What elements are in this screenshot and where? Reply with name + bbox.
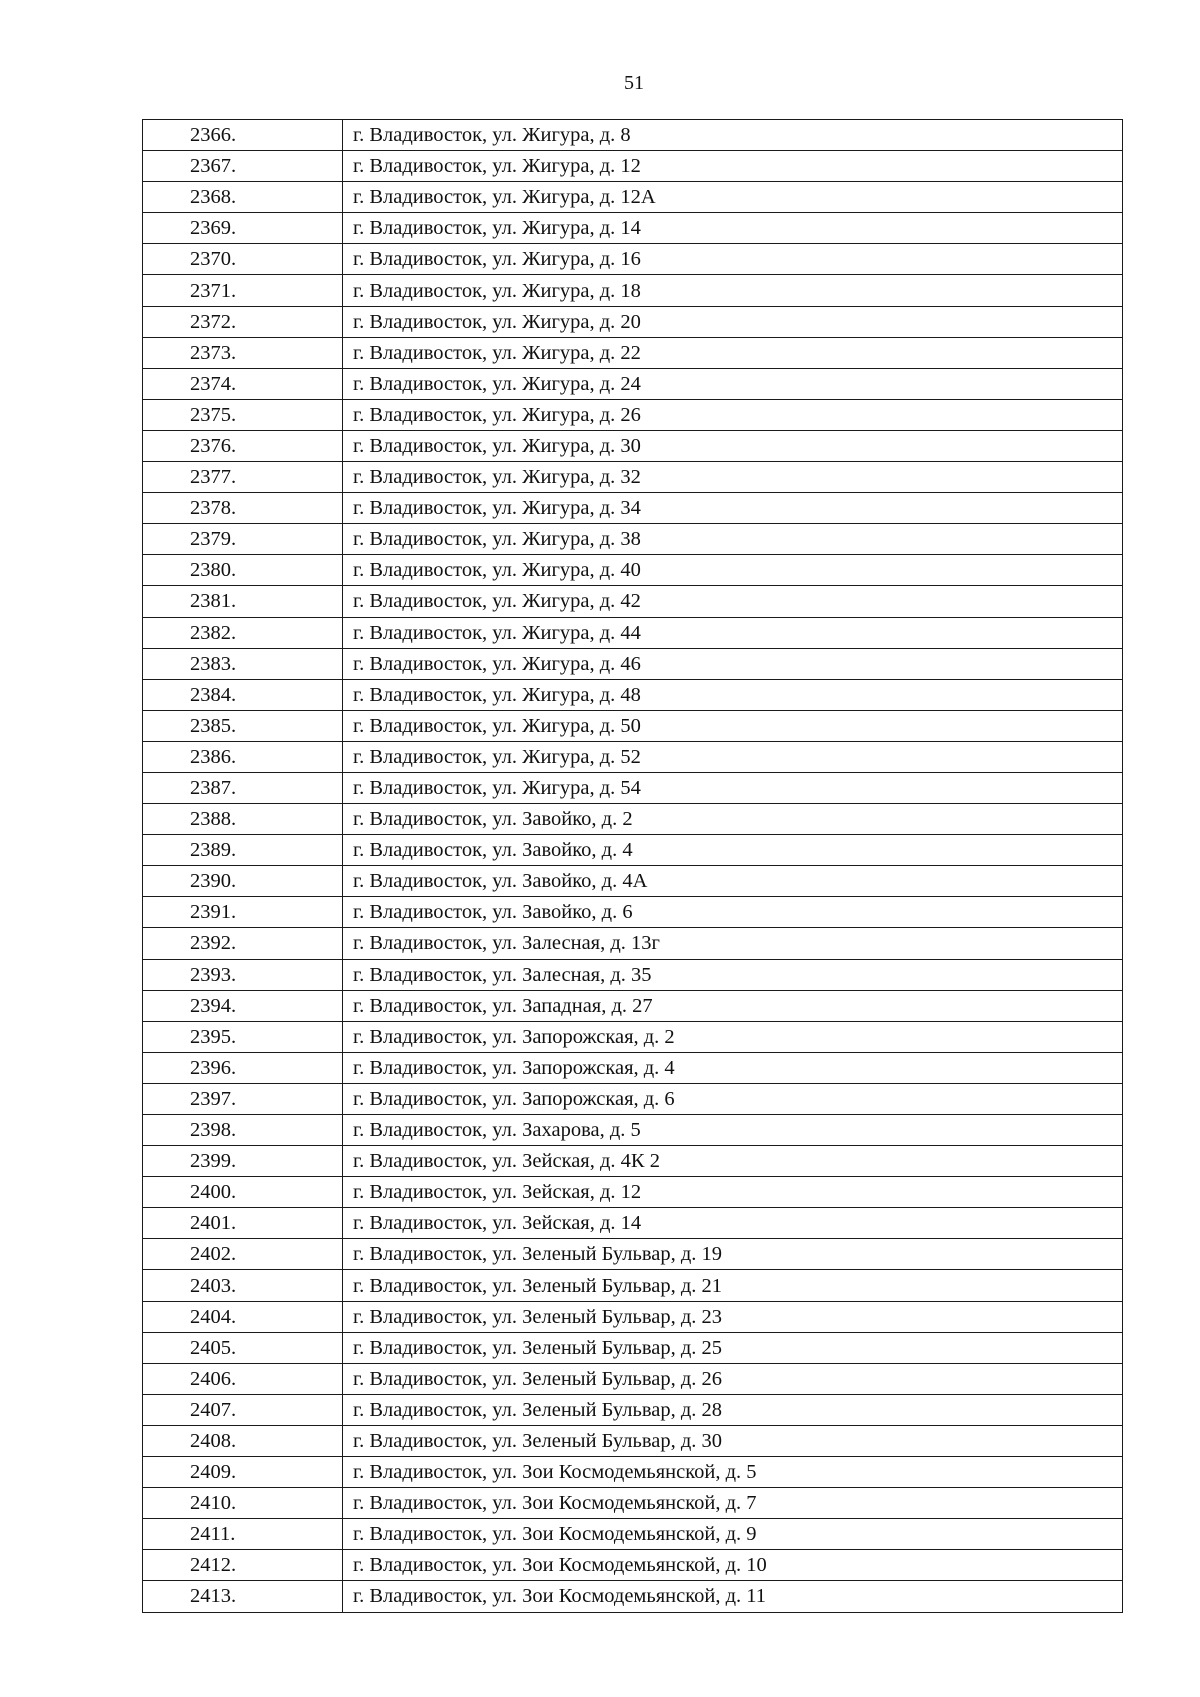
table-row <box>143 1021 1123 1052</box>
table-row <box>143 244 1123 275</box>
address-cell: г. Владивосток, ул. Зеленый Бульвар, д. 30 <box>343 1425 1123 1456</box>
address-cell: г. Владивосток, ул. Зейская, д. 12 <box>343 1177 1123 1208</box>
table-row <box>143 1363 1123 1394</box>
address-cell: г. Владивосток, ул. Жигура, д. 32 <box>343 462 1123 493</box>
address-cell: г. Владивосток, ул. Зейская, д. 4К 2 <box>343 1146 1123 1177</box>
table-row <box>143 1425 1123 1456</box>
table-row <box>143 182 1123 213</box>
address-cell: г. Владивосток, ул. Жигура, д. 14 <box>343 213 1123 244</box>
address-cell: г. Владивосток, ул. Жигура, д. 48 <box>343 679 1123 710</box>
row-number-cell: 2392. <box>143 928 343 959</box>
row-number-cell: 2390. <box>143 866 343 897</box>
address-cell: г. Владивосток, ул. Запорожская, д. 6 <box>343 1083 1123 1114</box>
row-number-cell: 2402. <box>143 1239 343 1270</box>
address-cell: г. Владивосток, ул. Жигура, д. 34 <box>343 493 1123 524</box>
row-number-cell: 2393. <box>143 959 343 990</box>
address-cell: г. Владивосток, ул. Захарова, д. 5 <box>343 1115 1123 1146</box>
table-row <box>143 524 1123 555</box>
table-row <box>143 462 1123 493</box>
address-cell: г. Владивосток, ул. Жигура, д. 16 <box>343 244 1123 275</box>
address-cell: г. Владивосток, ул. Жигура, д. 22 <box>343 337 1123 368</box>
address-cell: г. Владивосток, ул. Зои Космодемьянской, д. 9 <box>343 1519 1123 1550</box>
address-cell: г. Владивосток, ул. Залесная, д. 35 <box>343 959 1123 990</box>
table-row <box>143 120 1123 151</box>
address-cell: г. Владивосток, ул. Зеленый Бульвар, д. 23 <box>343 1301 1123 1332</box>
table-row <box>143 1301 1123 1332</box>
page-number: 51 <box>624 72 644 94</box>
table-row <box>143 1177 1123 1208</box>
address-cell: г. Владивосток, ул. Зейская, д. 14 <box>343 1208 1123 1239</box>
address-cell: г. Владивосток, ул. Зои Космодемьянской, д. 5 <box>343 1457 1123 1488</box>
address-cell: г. Владивосток, ул. Жигура, д. 38 <box>343 524 1123 555</box>
row-number-cell: 2394. <box>143 990 343 1021</box>
address-table-body <box>143 120 1123 1613</box>
row-number-cell: 2377. <box>143 462 343 493</box>
address-cell: г. Владивосток, ул. Залесная, д. 13г <box>343 928 1123 959</box>
row-number-cell: 2367. <box>143 151 343 182</box>
row-number-cell: 2391. <box>143 897 343 928</box>
row-number-cell: 2384. <box>143 679 343 710</box>
address-cell: г. Владивосток, ул. Жигура, д. 12 <box>343 151 1123 182</box>
row-number-cell: 2409. <box>143 1457 343 1488</box>
row-number-cell: 2382. <box>143 617 343 648</box>
address-cell: г. Владивосток, ул. Зои Космодемьянской, д. 11 <box>343 1581 1123 1612</box>
row-number-cell: 2403. <box>143 1270 343 1301</box>
address-cell: г. Владивосток, ул. Зеленый Бульвар, д. 25 <box>343 1332 1123 1363</box>
address-cell: г. Владивосток, ул. Жигура, д. 46 <box>343 648 1123 679</box>
row-number-cell: 2387. <box>143 772 343 803</box>
row-number-cell: 2370. <box>143 244 343 275</box>
table-row <box>143 804 1123 835</box>
row-number-cell: 2397. <box>143 1083 343 1114</box>
address-cell: г. Владивосток, ул. Западная, д. 27 <box>343 990 1123 1021</box>
row-number-cell: 2376. <box>143 430 343 461</box>
row-number-cell: 2395. <box>143 1021 343 1052</box>
address-cell: г. Владивосток, ул. Жигура, д. 54 <box>343 772 1123 803</box>
address-cell: г. Владивосток, ул. Зои Космодемьянской, д. 7 <box>343 1488 1123 1519</box>
table-row <box>143 959 1123 990</box>
address-cell: г. Владивосток, ул. Жигура, д. 30 <box>343 430 1123 461</box>
address-cell: г. Владивосток, ул. Завойко, д. 4А <box>343 866 1123 897</box>
address-cell: г. Владивосток, ул. Зеленый Бульвар, д. 21 <box>343 1270 1123 1301</box>
table-row <box>143 151 1123 182</box>
row-number-cell: 2411. <box>143 1519 343 1550</box>
row-number-cell: 2374. <box>143 368 343 399</box>
table-row <box>143 897 1123 928</box>
row-number-cell: 2378. <box>143 493 343 524</box>
address-cell: г. Владивосток, ул. Жигура, д. 50 <box>343 710 1123 741</box>
row-number-cell: 2366. <box>143 120 343 151</box>
table-row <box>143 679 1123 710</box>
row-number-cell: 2389. <box>143 835 343 866</box>
row-number-cell: 2388. <box>143 804 343 835</box>
row-number-cell: 2380. <box>143 555 343 586</box>
table-row <box>143 1115 1123 1146</box>
table-row <box>143 1581 1123 1612</box>
address-cell: г. Владивосток, ул. Завойко, д. 6 <box>343 897 1123 928</box>
table-row <box>143 1550 1123 1581</box>
table-row <box>143 337 1123 368</box>
row-number-cell: 2399. <box>143 1146 343 1177</box>
address-cell: г. Владивосток, ул. Жигура, д. 26 <box>343 399 1123 430</box>
row-number-cell: 2412. <box>143 1550 343 1581</box>
table-row <box>143 835 1123 866</box>
table-row <box>143 866 1123 897</box>
table-row <box>143 1394 1123 1425</box>
table-row <box>143 710 1123 741</box>
address-cell: г. Владивосток, ул. Жигура, д. 42 <box>343 586 1123 617</box>
row-number-cell: 2379. <box>143 524 343 555</box>
address-cell: г. Владивосток, ул. Запорожская, д. 4 <box>343 1052 1123 1083</box>
table-row <box>143 1457 1123 1488</box>
row-number-cell: 2396. <box>143 1052 343 1083</box>
table-row <box>143 306 1123 337</box>
table-row <box>143 648 1123 679</box>
table-row <box>143 430 1123 461</box>
row-number-cell: 2385. <box>143 710 343 741</box>
table-row <box>143 741 1123 772</box>
row-number-cell: 2408. <box>143 1425 343 1456</box>
row-number-cell: 2404. <box>143 1301 343 1332</box>
table-row <box>143 772 1123 803</box>
table-row <box>143 1519 1123 1550</box>
table-row <box>143 1239 1123 1270</box>
table-row <box>143 399 1123 430</box>
row-number-cell: 2407. <box>143 1394 343 1425</box>
address-cell: г. Владивосток, ул. Жигура, д. 40 <box>343 555 1123 586</box>
table-row <box>143 493 1123 524</box>
address-cell: г. Владивосток, ул. Жигура, д. 12А <box>343 182 1123 213</box>
address-cell: г. Владивосток, ул. Жигура, д. 18 <box>343 275 1123 306</box>
table-row <box>143 990 1123 1021</box>
table-row <box>143 368 1123 399</box>
address-table <box>142 119 1123 1613</box>
table-row <box>143 1270 1123 1301</box>
address-cell: г. Владивосток, ул. Жигура, д. 44 <box>343 617 1123 648</box>
row-number-cell: 2383. <box>143 648 343 679</box>
table-row <box>143 1488 1123 1519</box>
table-row <box>143 555 1123 586</box>
row-number-cell: 2398. <box>143 1115 343 1146</box>
row-number-cell: 2405. <box>143 1332 343 1363</box>
row-number-cell: 2386. <box>143 741 343 772</box>
row-number-cell: 2401. <box>143 1208 343 1239</box>
table-row <box>143 1332 1123 1363</box>
row-number-cell: 2381. <box>143 586 343 617</box>
row-number-cell: 2368. <box>143 182 343 213</box>
address-cell: г. Владивосток, ул. Зеленый Бульвар, д. 26 <box>343 1363 1123 1394</box>
address-cell: г. Владивосток, ул. Завойко, д. 4 <box>343 835 1123 866</box>
address-cell: г. Владивосток, ул. Жигура, д. 8 <box>343 120 1123 151</box>
row-number-cell: 2371. <box>143 275 343 306</box>
row-number-cell: 2406. <box>143 1363 343 1394</box>
row-number-cell: 2413. <box>143 1581 343 1612</box>
table-row <box>143 1083 1123 1114</box>
row-number-cell: 2372. <box>143 306 343 337</box>
table-row <box>143 1052 1123 1083</box>
row-number-cell: 2375. <box>143 399 343 430</box>
row-number-cell: 2410. <box>143 1488 343 1519</box>
address-cell: г. Владивосток, ул. Жигура, д. 20 <box>343 306 1123 337</box>
address-cell: г. Владивосток, ул. Зеленый Бульвар, д. 28 <box>343 1394 1123 1425</box>
table-row <box>143 213 1123 244</box>
address-cell: г. Владивосток, ул. Запорожская, д. 2 <box>343 1021 1123 1052</box>
table-row <box>143 928 1123 959</box>
address-cell: г. Владивосток, ул. Зои Космодемьянской, д. 10 <box>343 1550 1123 1581</box>
table-row <box>143 1208 1123 1239</box>
row-number-cell: 2373. <box>143 337 343 368</box>
address-cell: г. Владивосток, ул. Завойко, д. 2 <box>343 804 1123 835</box>
row-number-cell: 2369. <box>143 213 343 244</box>
table-row <box>143 617 1123 648</box>
table-row <box>143 586 1123 617</box>
address-cell: г. Владивосток, ул. Зеленый Бульвар, д. 19 <box>343 1239 1123 1270</box>
row-number-cell: 2400. <box>143 1177 343 1208</box>
address-cell: г. Владивосток, ул. Жигура, д. 52 <box>343 741 1123 772</box>
table-row <box>143 1146 1123 1177</box>
address-cell: г. Владивосток, ул. Жигура, д. 24 <box>343 368 1123 399</box>
table-row <box>143 275 1123 306</box>
